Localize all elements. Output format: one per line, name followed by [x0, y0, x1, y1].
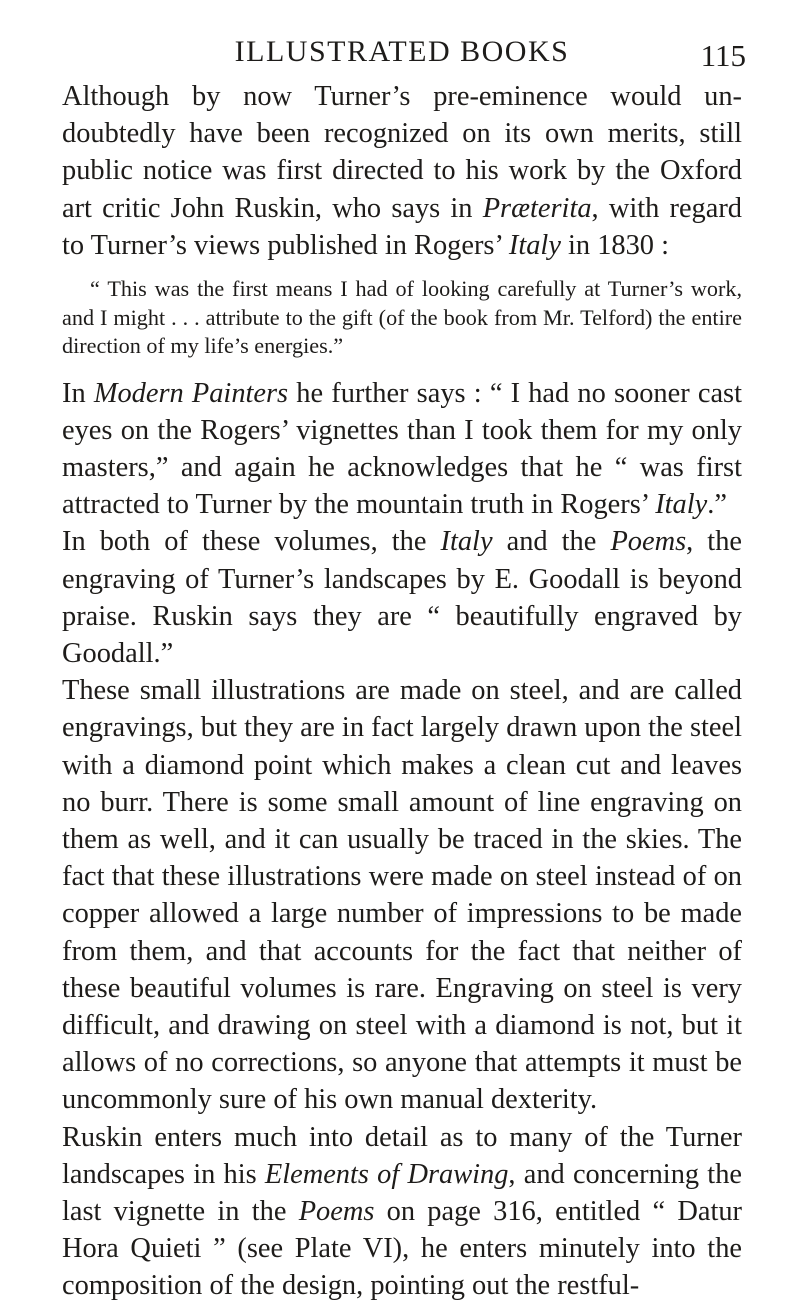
paragraph-modern-painters [62, 375, 742, 524]
page-number: 115 [700, 38, 746, 73]
book-page [62, 26, 746, 1305]
text-run: In both of these volumes, the [62, 526, 441, 558]
block-quote: “ This was the first means I had of looking carefully at Turner’s work, and I might . . . attribute to the gift (of the book from Mr. Telford) the entire direction of my life’s energies.” [62, 276, 742, 359]
italic-title-italy: Italy [440, 526, 493, 558]
paragraph-ruskin-praeterita [62, 78, 742, 264]
paragraph-elements-of-drawing [62, 1119, 742, 1305]
italic-title-italy: Italy [508, 229, 561, 261]
paragraph-goodall-engraving [62, 523, 742, 672]
running-head-title: ILLUSTRATED BOOKS [234, 35, 570, 68]
text-run: , and concerning the last vignette in the [62, 1158, 742, 1227]
text-run: in 1830 : [560, 229, 669, 261]
text-run: , with regard to Turner’s views published in Rogers’ [62, 192, 742, 261]
running-head [62, 26, 746, 78]
text-run: he further says : “ I had no sooner cast eyes on the Rogers’ vignettes than I took them for my only masters,” and again he acknowledges that he “ was first attracted to Turner by the mountain truth in Rogers’ [62, 377, 742, 521]
italic-title-elements-of-drawing: Elements of Drawing [264, 1158, 509, 1190]
italic-title-praeterita: Præterita [482, 192, 592, 224]
text-run: In [62, 377, 94, 409]
text-run: Although by now Turner’s pre-eminence would un-doubtedly have been recognized on its own merits, still public notice was first directed to his work by the Oxford art critic John Ruskin, who says in [62, 81, 742, 224]
italic-title-modern-painters: Modern Painters [93, 377, 289, 409]
text-run: Ruskin enters much into detail as to many of the Turner landscapes in his [62, 1121, 742, 1190]
italic-title-poems: Poems [298, 1195, 375, 1227]
paragraph-steel-engraving: These small illustrations are made on steel, and are called engravings, but they are in fact largely drawn upon the steel with a diamond point which makes a clean cut and leaves no burr. There is some small amount of line engraving on them as well, and it can usually be traced in the skies. The fact that these illustrations were made on steel instead of on copper allowed a large number of impressions to be made from them, and that accounts for the fact that neither of these beautiful volumes is rare. Engraving on steel is very difficult, and drawing on steel with a diamond is not, but it allows of no corrections, so anyone that attempts it must be uncommonly sure of his own manual dexterity. [62, 675, 742, 1116]
text-run: on page 316, entitled “ Datur Hora Quieti ” (see Plate VI), he enters minutely into the composition of the design, pointing out the restful- [62, 1195, 742, 1302]
italic-title-poems: Poems [610, 526, 687, 558]
text-run: and the [492, 526, 611, 558]
text-run: .” [707, 489, 727, 521]
text-run: , the engraving of Turner’s landscapes by E. Goodall is beyond praise. Ruskin says they are “ beautifully engraved by Goodall.” [62, 526, 742, 669]
italic-title-italy: Italy [655, 489, 708, 521]
